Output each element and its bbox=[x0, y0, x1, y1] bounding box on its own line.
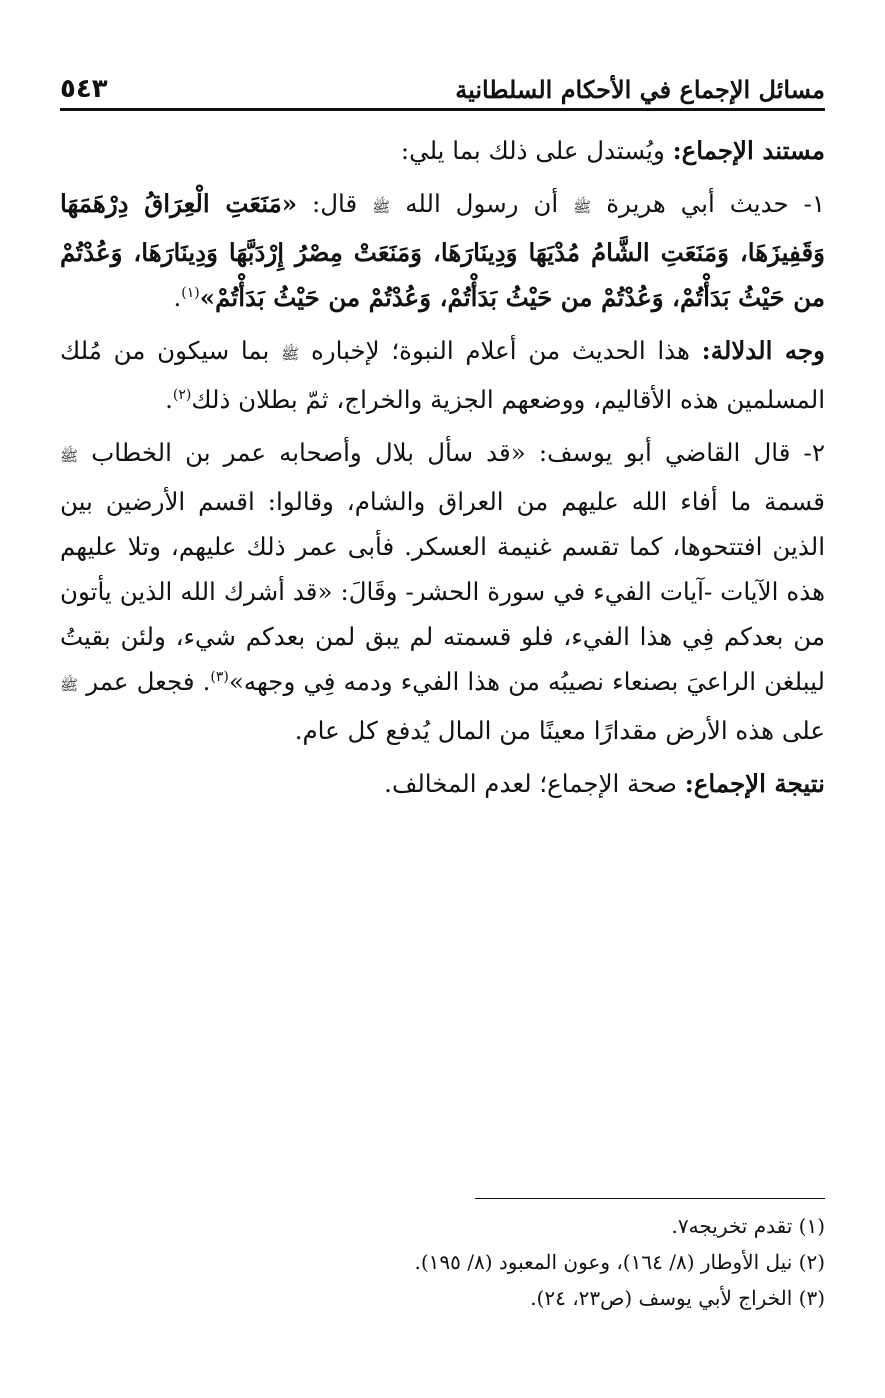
page-number: ٥٤٣ bbox=[60, 74, 108, 104]
hadith-mid: أن رسول الله bbox=[390, 189, 574, 218]
result-text: صحة الإجماع؛ لعدم المخالف. bbox=[384, 769, 685, 798]
footnote-1: (١) تقدم تخريجه٧. bbox=[671, 1214, 825, 1238]
indication-text-a: هذا الحديث من أعلام النبوة؛ لإخباره bbox=[299, 336, 702, 365]
abu-yusuf-text-b: قسمة ما أفاء الله عليهم من العراق والشام، وقالوا: اقسم الأرضين بين الذين افتتحوها، كما تقسم غنيمة العسكر. فأبى عمر ذلك عليهم، وتلا عليهم هذه الآيات -آيات الفيء في سورة الحشر- وقَالَ: «قد أشرك الله الذين يأتون من بعدكم فِي هذا الفيء، فلو قسمته لم يبق لمن بعدكم شيء، ولئن بقيتُ ليبلغن الراعيَ بصنعاء نصيبُه من هذا الفيء ودمه فِي وجهه» bbox=[60, 487, 825, 696]
abu-yusuf-text-d: على هذه الأرض مقدارًا معينًا من المال يُدفع كل عام. bbox=[294, 716, 825, 745]
paragraph-abu-yusuf bbox=[60, 430, 825, 753]
footnote-ref-1: (١) bbox=[181, 284, 200, 301]
header-rule bbox=[60, 108, 825, 111]
footnote-ref-2: (٢) bbox=[172, 386, 192, 403]
indication-end: . bbox=[165, 385, 173, 414]
evidence-intro-text: ويُستدل على ذلك بما يلي: bbox=[400, 136, 673, 165]
label-evidence: مستند الإجماع: bbox=[672, 136, 825, 165]
paragraph-indication bbox=[60, 328, 825, 422]
honorific-glyph: ﷺ bbox=[60, 447, 79, 465]
header-title: مسائل الإجماع في الأحكام السلطانية bbox=[455, 75, 825, 104]
honorific-glyph: ﷺ bbox=[573, 198, 592, 216]
label-indication: وجه الدلالة: bbox=[701, 336, 825, 365]
abu-yusuf-text-a: ٢- قال القاضي أبو يوسف: «قد سأل بلال وأصحابه عمر بن الخطاب bbox=[78, 438, 825, 467]
honorific-glyph: ﷺ bbox=[60, 676, 79, 694]
hadith-end: . bbox=[173, 283, 182, 312]
paragraph-result bbox=[60, 761, 825, 806]
hadith-quote: «مَنَعَتِ الْعِرَاقُ دِرْهَمَهَا وَقَفِيزَهَا، وَمَنَعَتِ الشَّامُ مُدْيَهَا وَدِينَارَهَا، وَمَنَعَتْ مِصْرُ إِرْدَبَّهَا وَدِينَارَهَا، وَعُدْتُمْ من حَيْثُ بَدَأْتُمْ، وَعُدْتُمْ من حَيْثُ بَدَأْتُمْ، وَعُدْتُمْ من حَيْثُ بَدَأْتُمْ» bbox=[60, 189, 825, 312]
hadith-said: قال: bbox=[297, 189, 373, 218]
paragraph-hadith bbox=[60, 181, 825, 320]
honorific-glyph: ﷺ bbox=[372, 198, 391, 216]
paragraph-evidence-intro bbox=[60, 128, 825, 173]
footnotes bbox=[60, 1208, 825, 1316]
honorific-glyph: ﷺ bbox=[281, 345, 300, 363]
indication-text-b: بما سيكون من مُلك المسلمين هذه الأقاليم، ووضعهم الجزية والخراج، ثمّ بطلان ذلك bbox=[60, 336, 825, 414]
footnote-2: (٢) نيل الأوطار (٨/ ١٦٤)، وعون المعبود (٨/ ١٩٥). bbox=[414, 1250, 825, 1274]
footnote-3: (٣) الخراج لأبي يوسف (ص٢٣، ٢٤). bbox=[530, 1286, 825, 1310]
footnote-ref-3: (٣) bbox=[210, 668, 229, 685]
abu-yusuf-text-c: . فجعل عمر bbox=[78, 667, 211, 696]
hadith-intro: ١- حديث أبي هريرة bbox=[591, 189, 825, 218]
footnote-rule bbox=[475, 1198, 825, 1199]
running-header bbox=[60, 60, 825, 104]
main-text bbox=[60, 128, 825, 814]
label-result: نتيجة الإجماع: bbox=[684, 769, 825, 798]
